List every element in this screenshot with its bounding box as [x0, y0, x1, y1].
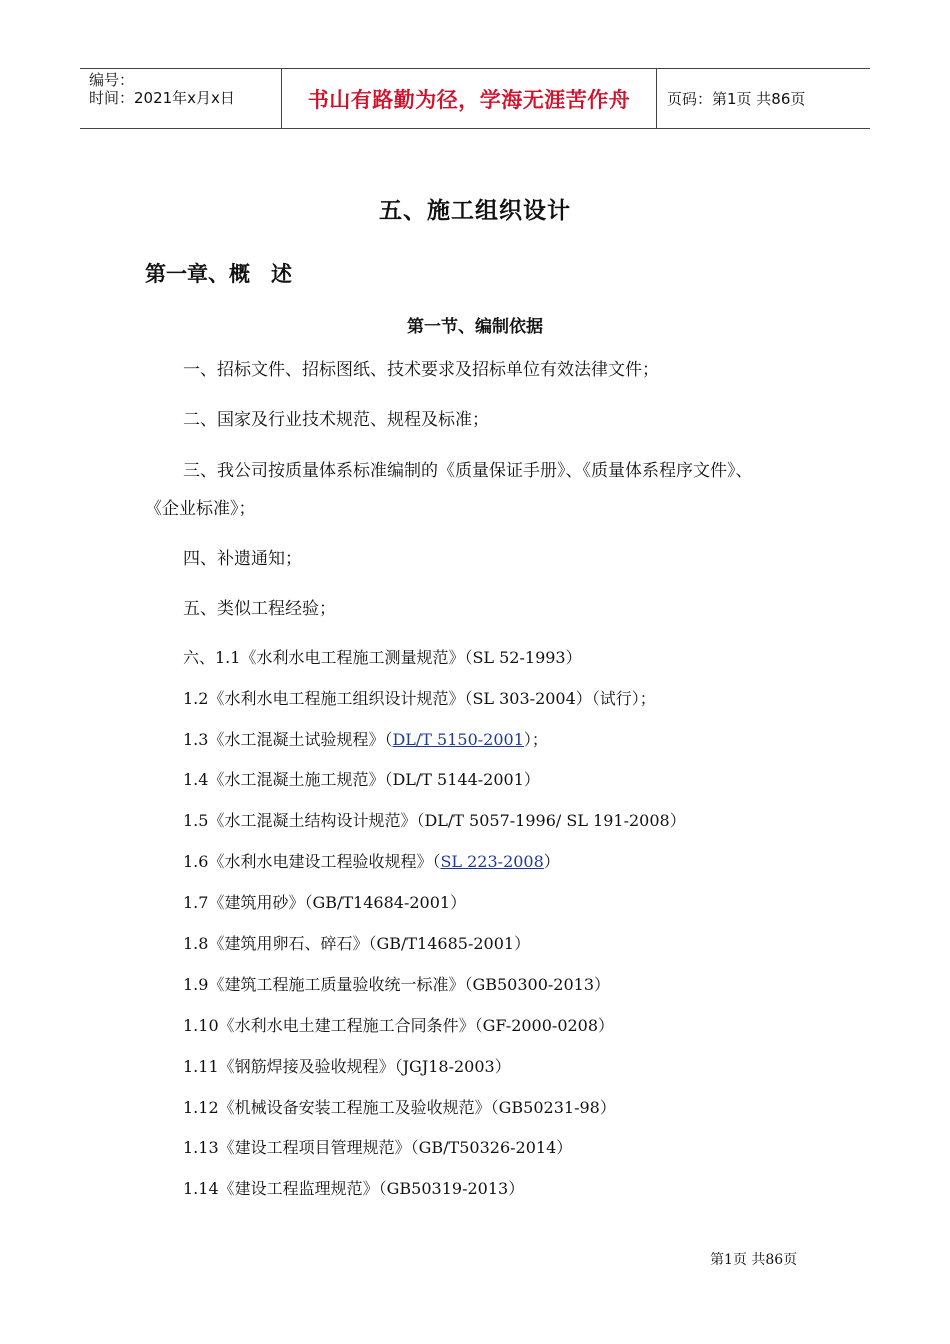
ref-item: 1.5《水工混凝土结构设计规范》（DL/T 5057-1996/ SL 191-2008） — [183, 811, 686, 830]
ref-item: 1.9《建筑工程施工质量验收统一标准》（GB50300-2013） — [183, 975, 611, 994]
header-motto: 书山有路勤为径，学海无涯苦作舟 — [282, 69, 657, 128]
document-title: 五、施工组织设计 — [379, 198, 571, 224]
basis-item-2: 二、国家及行业技术规范、规程及标准； — [183, 410, 489, 430]
ref-text: 1.6《水利水电建设工程验收规程》（ — [183, 852, 441, 871]
ref-item: 1.4《水工混凝土施工规范》（DL/T 5144-2001） — [183, 770, 540, 789]
chapter-heading: 第一章、概 述 — [145, 262, 292, 286]
standard-link[interactable]: SL 223-2008 — [440, 852, 544, 871]
number-label: 编号： — [89, 71, 135, 89]
header-page-info: 页码：第1页 共86页 — [667, 90, 806, 108]
basis-item-3-continued: 《企业标准》； — [145, 499, 256, 519]
ref-item: 1.10《水利水电土建工程施工合同条件》（GF-2000-0208） — [183, 1016, 615, 1035]
ref-text: 1.3《水工混凝土试验规程》（ — [183, 730, 393, 749]
header-meta-cell — [80, 69, 282, 128]
ref-item: 1.11《钢筋焊接及验收规程》（JGJ18-2003） — [183, 1057, 511, 1076]
ref-item — [183, 849, 560, 872]
basis-item-4: 四、补遗通知； — [183, 549, 302, 569]
ref-text: ）； — [523, 730, 548, 749]
ref-text: ） — [543, 852, 560, 871]
ref-item: 1.2《水利水电工程施工组织设计规范》（SL 303-2004）（试行）； — [183, 689, 656, 708]
standard-link[interactable]: DL/T 5150-2001 — [392, 730, 524, 749]
ref-item: 1.12《机械设备安装工程施工及验收规范》（GB50231-98） — [183, 1098, 616, 1117]
section-heading: 第一节、编制依据 — [407, 317, 543, 337]
basis-item-5: 五、类似工程经验； — [183, 599, 336, 619]
ref-item: 六、1.1《水利水电工程施工测量规范》（SL 52-1993） — [183, 648, 582, 667]
ref-item: 1.8《建筑用卵石、碎石》（GB/T14685-2001） — [183, 934, 531, 953]
ref-item: 1.14《建设工程监理规范》（GB50319-2013） — [183, 1179, 525, 1198]
ref-item: 1.7《建筑用砂》（GB/T14684-2001） — [183, 893, 467, 912]
time-label: 时间：2021年x月x日 — [89, 89, 235, 107]
page-header-table — [80, 68, 870, 129]
ref-item — [183, 727, 548, 750]
basis-item-1: 一、招标文件、招标图纸、技术要求及招标单位有效法律文件； — [183, 360, 659, 380]
page-footer: 第1页 共86页 — [710, 1252, 798, 1268]
basis-item-3: 三、我公司按质量体系标准编制的《质量保证手册》、《质量体系程序文件》、 — [183, 461, 753, 481]
ref-item: 1.13《建设工程项目管理规范》（GB/T50326-2014） — [183, 1138, 573, 1157]
